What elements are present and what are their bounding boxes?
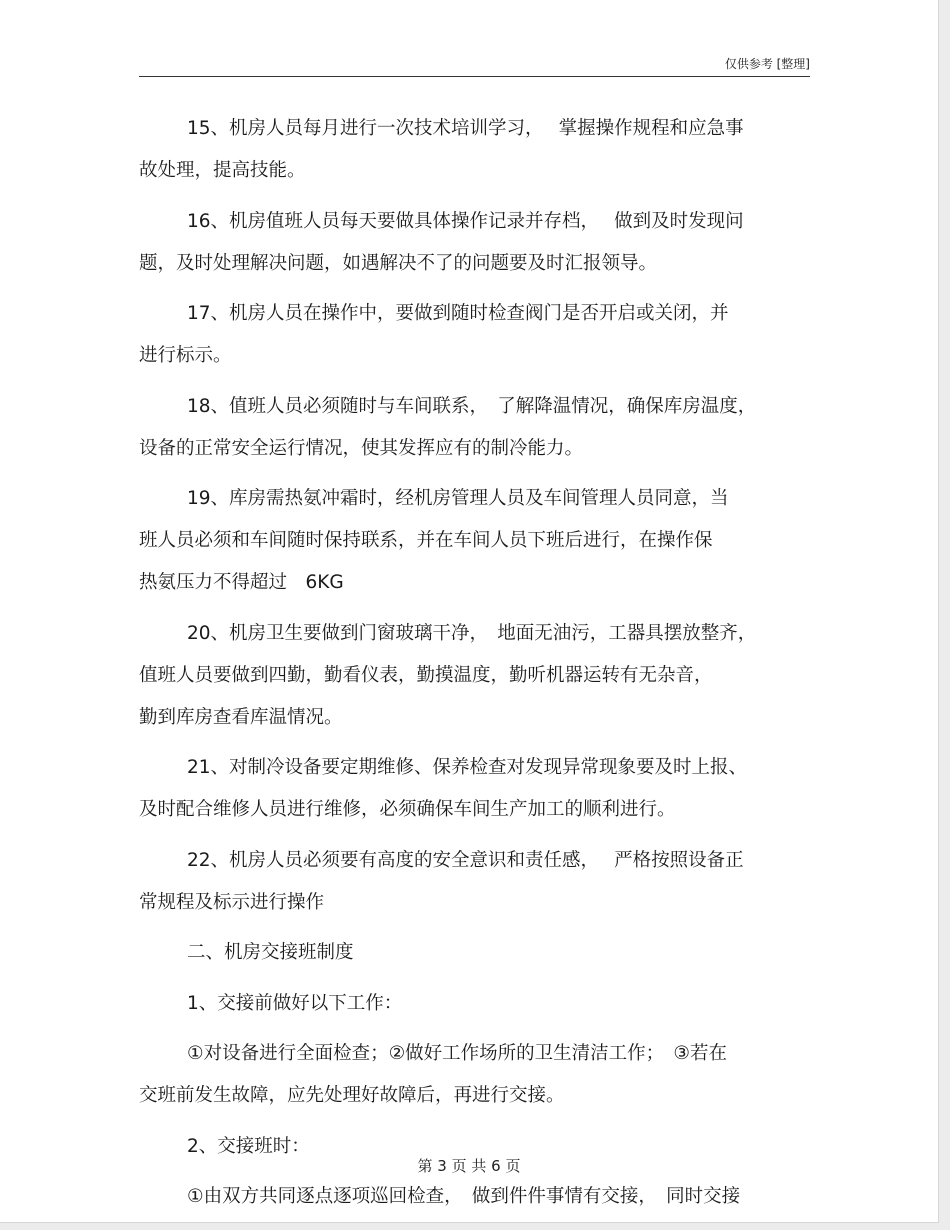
text-line: 勤到库房查看库温情况。 (139, 706, 343, 728)
text-line: ①由双方共同逐点逐项巡回检查， 做到件件事情有交接， 同时交接 (187, 1186, 741, 1207)
paragraph (139, 1176, 814, 1218)
paragraph (139, 293, 814, 377)
paragraph (139, 747, 814, 831)
text-line: 题，及时处理解决问题，如遇解决不了的问题要及时汇报领导。 (139, 252, 658, 274)
text-line: 故处理，提高技能。 (139, 160, 306, 181)
text-line: 18、值班人员必须随时与车间联系， 了解降温情况，确保库房温度， (187, 395, 757, 417)
paragraph (139, 932, 814, 974)
text-line: 1、交接前做好以下工作： (187, 992, 403, 1014)
paragraph (139, 108, 814, 192)
paragraph (139, 478, 814, 604)
text-line: 进行标示。 (139, 345, 232, 366)
header-rule (139, 76, 810, 77)
document-body (139, 108, 814, 1227)
text-line: ①对设备进行全面检查；②做好工作场所的卫生清洁工作； ③若在 (187, 1043, 728, 1064)
header-note: 仅供参考 [整理] (724, 57, 810, 71)
text-line: 值班人员要做到四勤，勤看仪表，勤摸温度，勤听机器运转有无杂音， (139, 664, 713, 686)
paragraph (139, 386, 814, 470)
text-line: 及时配合维修人员进行维修，必须确保车间生产加工的顺利进行。 (139, 799, 676, 820)
text-line: 班人员必须和车间随时保持联系，并在车间人员下班后进行，在操作保 (139, 530, 713, 551)
text-line: 19、库房需热氨冲霜时，经机房管理人员及车间管理人员同意，当 (187, 488, 729, 509)
text-line: 21、对制冷设备要定期维修、保养检查对发现异常现象要及时上报、 (187, 757, 748, 778)
paragraph (139, 1033, 814, 1117)
text-line: 热氨压力不得超过 6KG (139, 572, 344, 593)
paragraph (139, 840, 814, 924)
text-line: 22、机房人员必须要有高度的安全意识和责任感， 严格按照设备正 (187, 849, 744, 871)
page-footer: 第 3 页 共 6 页 (417, 1157, 521, 1175)
paragraph (139, 983, 814, 1025)
text-line: 常规程及标示进行操作 (139, 891, 325, 913)
text-line: 设备的正常安全运行情况，使其发挥应有的制冷能力。 (139, 437, 584, 459)
text-line: 二、机房交接班制度 (187, 942, 354, 963)
paragraph (139, 613, 814, 739)
text-line: 17、机房人员在操作中，要做到随时检查阀门是否开启或关闭，并 (187, 303, 729, 324)
text-line: 20、机房卫生要做到门窗玻璃干净， 地面无油污，工器具摆放整齐， (187, 622, 757, 644)
text-line: 交班前发生故障，应先处理好故障后，再进行交接。 (139, 1085, 565, 1106)
text-line: 2、交接班时： (187, 1135, 310, 1157)
text-line: 15、机房人员每月进行一次技术培训学习， 掌握操作规程和应急事 (187, 118, 744, 139)
paragraph (139, 201, 814, 285)
text-line: 16、机房值班人员每天要做具体操作记录并存档， 做到及时发现问 (187, 210, 744, 232)
